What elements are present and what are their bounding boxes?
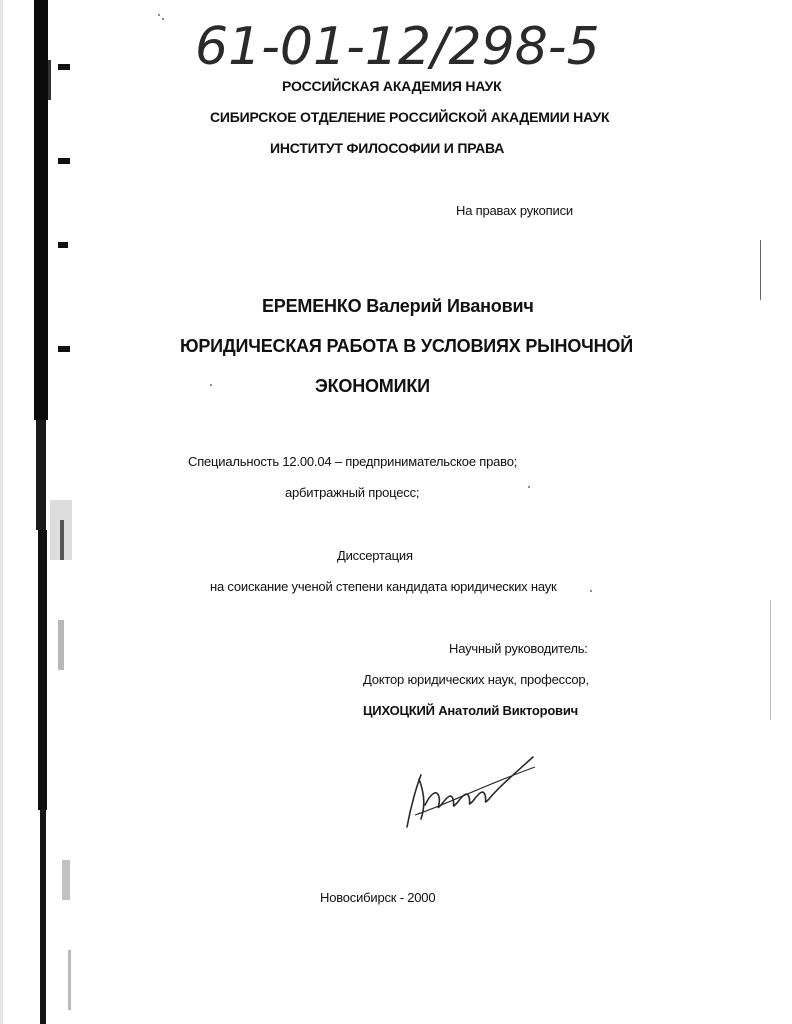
dissertation-purpose: на соискание ученой степени кандидата юридических наук — [210, 579, 557, 594]
header-academy: РОССИЙСКАЯ АКАДЕМИЯ НАУК — [282, 78, 502, 94]
header-institute: ИНСТИТУТ ФИЛОСОФИИ И ПРАВА — [270, 140, 505, 156]
supervisor-degree: Доктор юридических наук, профессор, — [363, 672, 589, 687]
dissertation-title-line1: ЮРИДИЧЕСКАЯ РАБОТА В УСЛОВИЯХ РЫНОЧНОЙ — [180, 336, 633, 356]
specialty-line1: Специальность 12.00.04 – предпринимательское право; — [188, 454, 518, 469]
city-year: Новосибирск - 2000 — [320, 890, 436, 905]
dissertation-title-line2: ЭКОНОМИКИ — [315, 376, 430, 396]
archive-number-handwritten — [190, 2, 650, 82]
author-name: ЕРЕМЕНКО Валерий Иванович — [262, 296, 534, 316]
specialty-line2: арбитражный процесс; — [285, 485, 420, 500]
supervisor-label: Научный руководитель: — [449, 641, 588, 656]
archive-number-text: 61-01-12/298-5 — [195, 17, 600, 77]
supervisor-name: ЦИХОЦКИЙ Анатолий Викторович — [363, 703, 578, 718]
header-branch: СИБИРСКОЕ ОТДЕЛЕНИЕ РОССИЙСКОЙ АКАДЕМИИ НАУК — [210, 109, 610, 125]
handwritten-signature — [395, 745, 545, 835]
dissertation-label: Диссертация — [337, 548, 413, 563]
manuscript-note: На правах рукописи — [456, 203, 573, 218]
scan-binding-edge — [0, 0, 90, 1024]
